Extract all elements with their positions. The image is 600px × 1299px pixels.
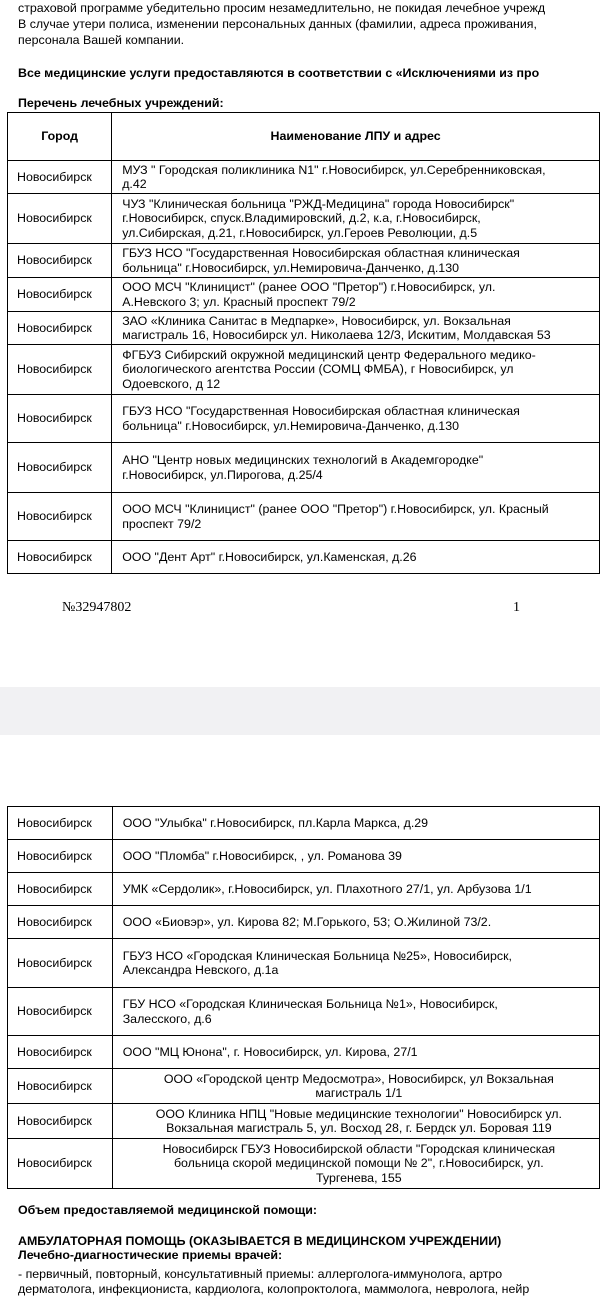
cell-clinic-name-address (112, 807, 599, 840)
table-row (8, 395, 600, 443)
page-gap (0, 687, 600, 735)
table-header-row (8, 113, 600, 161)
policy-number: №32947802 (62, 600, 132, 615)
clinics-table-page-1 (7, 112, 600, 574)
table-row (8, 244, 600, 278)
table-row (8, 1139, 600, 1189)
cell-clinic-name-address (112, 345, 600, 395)
cell-city: Новосибирск (8, 395, 112, 443)
clinic-text-line: МУЗ " Городская поликлиника N1" г.Новосибирск, ул.Серебренниковская, (122, 162, 546, 177)
clinic-text-line: ООО МСЧ "Клиницист" (ранее ООО "Претор") г.Новосибирск, ул. (122, 280, 496, 294)
cell-city: Новосибирск (8, 244, 112, 278)
cell-clinic-name-address (112, 988, 599, 1036)
cell-clinic-name-address (112, 161, 600, 194)
clinic-text-line: биологического агентства России (СОМЦ ФМБА), г Новосибирск, ул (122, 362, 514, 377)
list-heading: Перечень лечебных учреждений: (18, 96, 224, 110)
table-row (8, 541, 600, 574)
cell-city: Новосибирск (8, 161, 112, 194)
cell-clinic-name-address (112, 873, 599, 906)
table-row (8, 443, 600, 493)
page-number: 1 (513, 600, 520, 615)
table-row (8, 1069, 600, 1104)
cell-city: Новосибирск (8, 807, 113, 840)
cell-city: Новосибирск (8, 443, 112, 493)
ambulatory-heading: АМБУЛАТОРНАЯ ПОМОЩЬ (ОКАЗЫВАЕТСЯ В МЕДИЦИНСКОМ УЧРЕЖДЕНИИ) (18, 1234, 502, 1248)
table-row (8, 840, 600, 873)
table-row (8, 1036, 600, 1069)
clinic-text-line: ООО МСЧ "Клиницист" (ранее ООО "Претор") г.Новосибирск, ул. Красный (122, 502, 549, 516)
cell-clinic-name-address (112, 840, 599, 873)
cell-clinic-name-address (112, 278, 600, 312)
scope-heading: Объем предоставляемой медицинской помощи: (18, 1203, 317, 1217)
table-row (8, 988, 600, 1036)
clinic-text-line: ЗАО «Клиника Санитас в Медпарке», Новосибирск, ул. Вокзальная (122, 313, 511, 328)
table-row (8, 1104, 600, 1139)
cell-city: Новосибирск (8, 873, 113, 906)
cell-city: Новосибирск (8, 1139, 113, 1189)
cell-clinic-name-address (112, 312, 600, 345)
cell-city: Новосибирск (8, 278, 112, 312)
clinic-text-line: больница скорой медицинской помощи № 2", г.Новосибирск, ул. (173, 1156, 544, 1171)
clinic-text-line: АНО "Центр новых медицинских технологий в Академгородке" (122, 453, 484, 467)
cell-clinic-name-address (112, 1104, 599, 1139)
cell-clinic-name-address (112, 443, 600, 493)
clinic-text-line: д.42 (122, 177, 147, 191)
clinic-text-line: магистраль 1/1 (315, 1086, 403, 1100)
clinic-text-line: ООО "Пломба" г.Новосибирск, , ул. Романова 39 (122, 848, 402, 863)
clinic-text-line: Вокзальная магистраль 5, ул. Восход 28, г. Бердск ул. Боровая 119 (166, 1121, 552, 1135)
clinic-text-line: больница" г.Новосибирск, ул.Немировича-Данченко, д.130 (122, 418, 459, 433)
table-row (8, 312, 600, 345)
clinic-text-line: Новосибирск ГБУЗ Новосибирской области "Городская клиническая (162, 1141, 556, 1156)
table-row (8, 906, 600, 939)
table-row (8, 194, 600, 244)
consult-line-2: дерматолога, инфекциониста, кардиолога, колопроктолога, маммолога, невролога, нейр (18, 1282, 530, 1296)
cell-city: Новосибирск (8, 840, 113, 873)
cell-clinic-name-address (112, 194, 600, 244)
intro-line-1: страховой программе убедительно просим незамедлительно, не покидая лечебное учрежд (18, 1, 546, 15)
clinic-text-line: Тургенева, 155 (316, 1170, 402, 1185)
clinic-text-line: ул.Сибирская, д.21, г.Новосибирск, ул.Героев Революции, д.5 (122, 225, 478, 240)
clinic-text-line: ГБУЗ НСО "Государственная Новосибирская областная клиническая (122, 404, 520, 418)
cell-city: Новосибирск (8, 939, 113, 988)
table-row (8, 939, 600, 988)
clinic-text-line: магистраль 16, Новосибирск ул. Николаева 12/3, Искитим, Молдавская 53 (122, 328, 551, 342)
consult-heading: Лечебно-диагностические приемы врачей: (18, 1248, 283, 1262)
cell-city: Новосибирск (8, 312, 112, 345)
clinic-text-line: ГБУЗ НСО "Государственная Новосибирская областная клиническая (122, 246, 520, 260)
clinic-text-line: ЧУЗ "Клиническая больница "РЖД-Медицина" города Новосибирск" (122, 196, 515, 211)
intro-line-3: персонала Вашей компании. (18, 33, 185, 47)
table-row (8, 278, 600, 312)
column-header-city: Город (8, 113, 112, 161)
cell-clinic-name-address (112, 244, 600, 278)
column-header-name: Наименование ЛПУ и адрес (112, 113, 600, 161)
cell-clinic-name-address (112, 1036, 599, 1069)
clinic-text-line: ООО Клиника НПЦ "Новые медицинские технологии" Новосибирск ул. (155, 1106, 562, 1121)
clinic-text-line: ФГБУЗ Сибирский окружной медицинский центр Федерального медико- (122, 347, 536, 362)
clinics-table-page-2 (7, 806, 600, 1189)
cell-clinic-name-address (112, 1139, 599, 1189)
table-row (8, 161, 600, 194)
table-row (8, 873, 600, 906)
cell-city: Новосибирск (8, 541, 112, 574)
table-row (8, 807, 600, 840)
cell-city: Новосибирск (8, 493, 112, 541)
clinic-text-line: ГБУ НСО «Городская Клиническая Больница №1», Новосибирск, (122, 997, 498, 1011)
table-row (8, 345, 600, 395)
document-page-2 (0, 735, 600, 1299)
cell-city: Новосибирск (8, 988, 113, 1036)
table-row (8, 493, 600, 541)
clinic-text-line: Одоевского, д 12 (122, 376, 221, 391)
clinic-text-line: ООО «Биовэр», ул. Кирова 82; М.Горького, 53; О.Жилиной 73/2. (122, 914, 492, 929)
cell-clinic-name-address (112, 541, 600, 574)
clinic-text-line: ГБУЗ НСО «Городская Клиническая Больница №25», Новосибирск, (122, 948, 512, 963)
clinic-text-line: А.Невского 3; ул. Красный проспект 79/2 (122, 294, 356, 309)
clinic-text-line: ООО «Городской центр Медосмотра», Новосибирск, ул Вокзальная (163, 1071, 554, 1086)
consult-line-1: - первичный, повторный, консультативный приемы: аллерголога-иммунолога, артро (18, 1267, 503, 1281)
services-note: Все медицинские услуги предоставляются в соответствии с «Исключениями из про (18, 66, 540, 80)
cell-clinic-name-address (112, 493, 600, 541)
clinic-text-line: г.Новосибирск, спуск.Владимировский, д.2, к.а, г.Новосибирск, (122, 211, 481, 226)
cell-city: Новосибирск (8, 194, 112, 244)
cell-clinic-name-address (112, 1069, 599, 1104)
clinic-text-line: ООО "Дент Арт" г.Новосибирск, ул.Каменская, д.26 (122, 549, 417, 564)
intro-line-2: В случае утери полиса, изменении персональных данных (фамилии, адреса проживания, (18, 17, 537, 31)
clinic-text-line: ООО "МЦ Юнона", г. Новосибирск, ул. Кирова, 27/1 (122, 1044, 418, 1059)
clinic-text-line: проспект 79/2 (122, 516, 202, 531)
clinic-text-line: УМК «Сердолик», г.Новосибирск, ул. Плахотного 27/1, ул. Арбузова 1/1 (122, 881, 532, 896)
cell-clinic-name-address (112, 395, 600, 443)
cell-clinic-name-address (112, 939, 599, 988)
clinic-text-line: больница" г.Новосибирск, ул.Немировича-Данченко, д.130 (122, 260, 459, 275)
clinic-text-line: г.Новосибирск, ул.Пирогова, д.25/4 (122, 467, 323, 482)
cell-clinic-name-address (112, 906, 599, 939)
cell-city: Новосибирск (8, 1069, 113, 1104)
clinic-text-line: ООО "Улыбка" г.Новосибирск, пл.Карла Маркса, д.29 (122, 815, 429, 830)
clinic-text-line: Залесского, д.6 (122, 1011, 212, 1026)
cell-city: Новосибирск (8, 1104, 113, 1139)
cell-city: Новосибирск (8, 906, 113, 939)
cell-city: Новосибирск (8, 1036, 113, 1069)
clinic-text-line: Александра Невского, д.1а (122, 963, 279, 977)
cell-city: Новосибирск (8, 345, 112, 395)
